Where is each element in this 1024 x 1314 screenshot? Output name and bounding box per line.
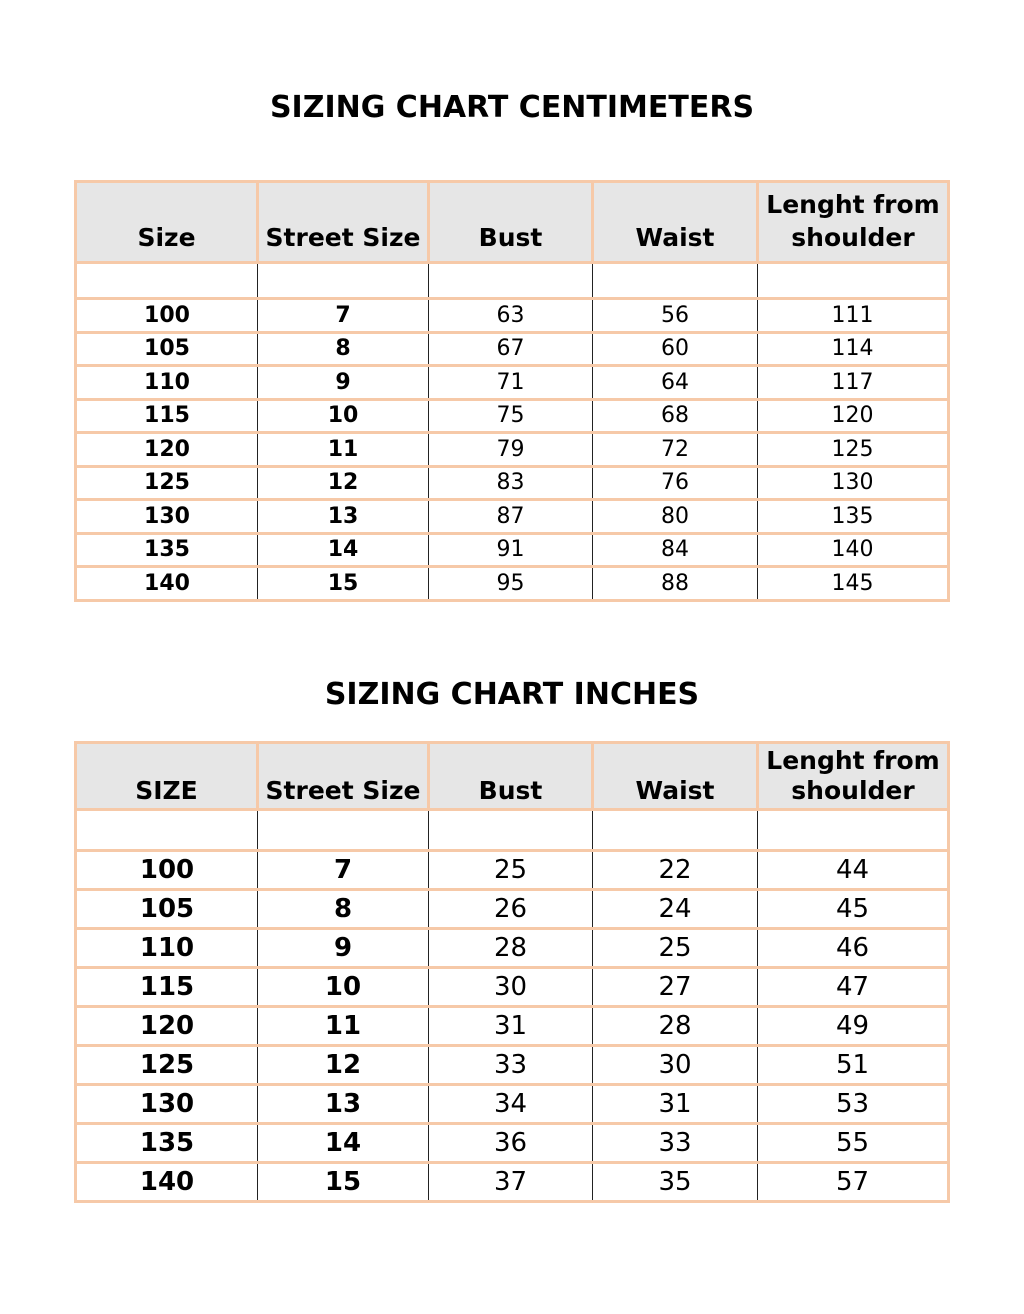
bust-cell: 34	[429, 1085, 593, 1124]
table-row	[76, 466, 949, 500]
bust-cell: 31	[429, 1007, 593, 1046]
size-cell: 110	[76, 366, 258, 400]
bust-cell: 71	[429, 366, 593, 400]
waist-cell: 30	[593, 1046, 758, 1085]
street-size-cell: 8	[258, 890, 429, 929]
table-body	[76, 263, 949, 601]
street-size-cell: 11	[258, 433, 429, 467]
length-cell: 135	[758, 500, 949, 534]
blank-cell	[429, 263, 593, 299]
length-cell: 117	[758, 366, 949, 400]
table-row	[76, 1007, 949, 1046]
length-cell: 140	[758, 533, 949, 567]
street-size-cell: 15	[258, 1163, 429, 1202]
table-row	[76, 968, 949, 1007]
size-cell: 130	[76, 500, 258, 534]
waist-cell: 80	[593, 500, 758, 534]
size-cell: 100	[76, 299, 258, 333]
bust-cell: 83	[429, 466, 593, 500]
length-cell: 114	[758, 332, 949, 366]
table-row	[76, 433, 949, 467]
bust-cell: 95	[429, 567, 593, 601]
street-size-cell: 14	[258, 1124, 429, 1163]
length-cell: 46	[758, 929, 949, 968]
header-street-size: Street Size	[258, 743, 429, 810]
inches-size-table	[74, 741, 950, 1203]
blank-cell	[593, 263, 758, 299]
inches-chart-title: SIZING CHART INCHES	[324, 677, 700, 712]
blank-cell	[758, 263, 949, 299]
street-size-cell: 14	[258, 533, 429, 567]
size-cell: 135	[76, 533, 258, 567]
size-cell: 110	[76, 929, 258, 968]
table-header	[76, 743, 949, 810]
waist-cell: 56	[593, 299, 758, 333]
header-row	[76, 182, 949, 263]
street-size-cell: 7	[258, 299, 429, 333]
size-cell: 100	[76, 851, 258, 890]
waist-cell: 28	[593, 1007, 758, 1046]
bust-cell: 37	[429, 1163, 593, 1202]
table-row	[76, 1046, 949, 1085]
blank-cell	[429, 810, 593, 851]
bust-cell: 33	[429, 1046, 593, 1085]
bust-cell: 91	[429, 533, 593, 567]
size-cell: 140	[76, 567, 258, 601]
waist-cell: 72	[593, 433, 758, 467]
table-row	[76, 366, 949, 400]
street-size-cell: 9	[258, 929, 429, 968]
length-cell: 55	[758, 1124, 949, 1163]
header-bust: Bust	[429, 182, 593, 263]
centimeters-chart-title: SIZING CHART CENTIMETERS	[269, 90, 755, 125]
bust-cell: 30	[429, 968, 593, 1007]
length-cell: 45	[758, 890, 949, 929]
header-size: Size	[76, 182, 258, 263]
size-cell: 140	[76, 1163, 258, 1202]
header-length-from-shoulder: Lenght from shoulder	[758, 743, 949, 810]
length-cell: 47	[758, 968, 949, 1007]
table-body	[76, 810, 949, 1202]
street-size-cell: 12	[258, 1046, 429, 1085]
length-cell: 130	[758, 466, 949, 500]
length-cell: 145	[758, 567, 949, 601]
waist-cell: 22	[593, 851, 758, 890]
waist-cell: 64	[593, 366, 758, 400]
header-row	[76, 743, 949, 810]
street-size-cell: 8	[258, 332, 429, 366]
waist-cell: 33	[593, 1124, 758, 1163]
blank-cell	[76, 810, 258, 851]
size-cell: 120	[76, 433, 258, 467]
blank-row	[76, 263, 949, 299]
length-cell: 125	[758, 433, 949, 467]
street-size-cell: 15	[258, 567, 429, 601]
waist-cell: 76	[593, 466, 758, 500]
waist-cell: 35	[593, 1163, 758, 1202]
street-size-cell: 11	[258, 1007, 429, 1046]
waist-cell: 24	[593, 890, 758, 929]
header-size: SIZE	[76, 743, 258, 810]
table-row	[76, 929, 949, 968]
table-row	[76, 1085, 949, 1124]
blank-row	[76, 810, 949, 851]
waist-cell: 60	[593, 332, 758, 366]
waist-cell: 84	[593, 533, 758, 567]
size-cell: 105	[76, 332, 258, 366]
table-row	[76, 299, 949, 333]
length-cell: 51	[758, 1046, 949, 1085]
length-cell: 44	[758, 851, 949, 890]
header-bust: Bust	[429, 743, 593, 810]
table-row	[76, 567, 949, 601]
street-size-cell: 12	[258, 466, 429, 500]
table-header	[76, 182, 949, 263]
bust-cell: 87	[429, 500, 593, 534]
table-row	[76, 533, 949, 567]
waist-cell: 25	[593, 929, 758, 968]
length-cell: 49	[758, 1007, 949, 1046]
header-length-from-shoulder: Lenght from shoulder	[758, 182, 949, 263]
waist-cell: 68	[593, 399, 758, 433]
length-cell: 111	[758, 299, 949, 333]
waist-cell: 31	[593, 1085, 758, 1124]
length-cell: 53	[758, 1085, 949, 1124]
size-cell: 135	[76, 1124, 258, 1163]
bust-cell: 79	[429, 433, 593, 467]
waist-cell: 88	[593, 567, 758, 601]
centimeters-size-table	[74, 180, 950, 602]
blank-cell	[593, 810, 758, 851]
bust-cell: 67	[429, 332, 593, 366]
table-row	[76, 1163, 949, 1202]
bust-cell: 25	[429, 851, 593, 890]
blank-cell	[258, 263, 429, 299]
bust-cell: 36	[429, 1124, 593, 1163]
blank-cell	[76, 263, 258, 299]
size-cell: 125	[76, 1046, 258, 1085]
size-cell: 125	[76, 466, 258, 500]
size-cell: 120	[76, 1007, 258, 1046]
street-size-cell: 7	[258, 851, 429, 890]
header-waist: Waist	[593, 743, 758, 810]
length-cell: 57	[758, 1163, 949, 1202]
size-cell: 130	[76, 1085, 258, 1124]
table-row	[76, 890, 949, 929]
bust-cell: 63	[429, 299, 593, 333]
bust-cell: 28	[429, 929, 593, 968]
street-size-cell: 13	[258, 1085, 429, 1124]
table-row	[76, 500, 949, 534]
table-row	[76, 332, 949, 366]
waist-cell: 27	[593, 968, 758, 1007]
header-street-size: Street Size	[258, 182, 429, 263]
size-cell: 115	[76, 968, 258, 1007]
bust-cell: 26	[429, 890, 593, 929]
street-size-cell: 13	[258, 500, 429, 534]
table-row	[76, 851, 949, 890]
size-cell: 105	[76, 890, 258, 929]
street-size-cell: 9	[258, 366, 429, 400]
blank-cell	[758, 810, 949, 851]
length-cell: 120	[758, 399, 949, 433]
table-row	[76, 1124, 949, 1163]
header-waist: Waist	[593, 182, 758, 263]
bust-cell: 75	[429, 399, 593, 433]
size-cell: 115	[76, 399, 258, 433]
table-row	[76, 399, 949, 433]
street-size-cell: 10	[258, 968, 429, 1007]
blank-cell	[258, 810, 429, 851]
street-size-cell: 10	[258, 399, 429, 433]
